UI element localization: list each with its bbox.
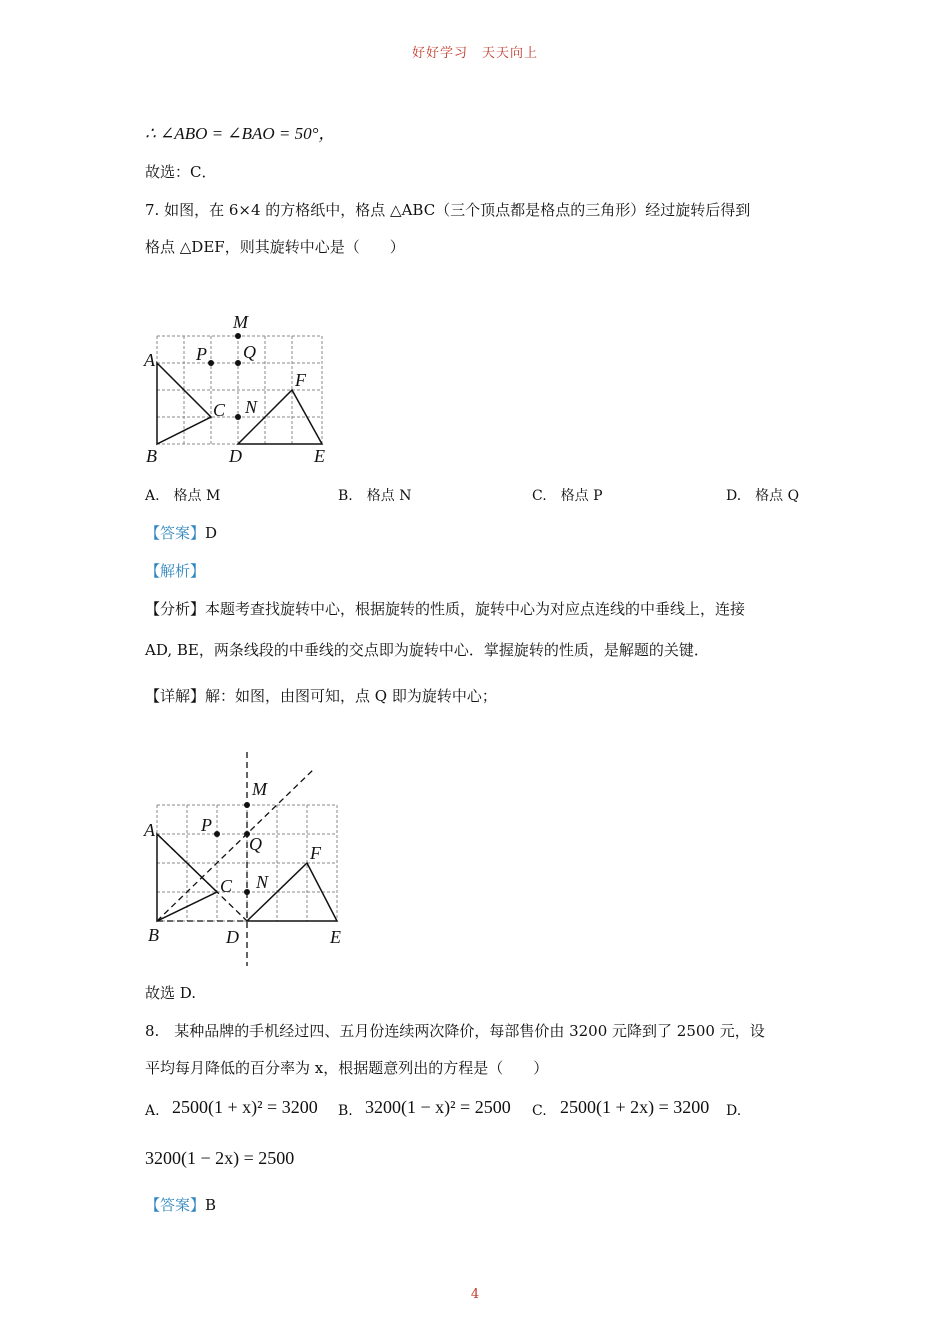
q8-option-b: 3200(1 − x)² = 2500 (365, 1097, 511, 1117)
label-c: C (213, 400, 226, 420)
q8-option-d: 3200(1 − 2x) = 2500 (145, 1148, 295, 1168)
q8-option-a: 2500(1 + x)² = 3200 (172, 1097, 318, 1117)
label-q: Q (249, 834, 262, 854)
label-d: D (229, 446, 242, 466)
q7-solution-figure (140, 750, 350, 970)
q7-option-c: C. 格点 P (532, 488, 603, 504)
q8-option-c-label: C. (532, 1103, 547, 1119)
q6-choice: 故选：C． (145, 163, 217, 181)
answer-tag: 【答案】 (145, 524, 206, 542)
label-n: N (245, 397, 258, 417)
page-header: 好好学习 天天向上 (411, 46, 538, 61)
label-q: Q (243, 342, 256, 362)
q8-option-d-label: D. (726, 1103, 742, 1119)
q8-answer-row (145, 1195, 216, 1215)
q7-option-b: B. 格点 N (338, 488, 412, 504)
label-m: M (233, 312, 248, 332)
label-e: E (314, 446, 325, 466)
label-p: P (201, 815, 212, 835)
q7-option-d: D. 格点 Q (726, 488, 800, 504)
q6-conclusion-equation: ∴ ∠ABO = ∠BAO = 50°， (145, 124, 336, 143)
label-p: P (196, 344, 207, 364)
q7-answer: D (205, 524, 218, 542)
answer-tag: 【答案】 (145, 1196, 206, 1214)
point-n (244, 889, 250, 895)
q7-detail: 【详解】解：如图，由图可知，点 Q 即为旋转中心； (145, 687, 497, 705)
point-p (208, 360, 214, 366)
label-b: B (146, 446, 157, 466)
q7-conclusion: 故选 D. (145, 984, 197, 1002)
label-c: C (220, 876, 233, 896)
page-number: 4 (470, 1287, 480, 1302)
q7-analysis-tag: 【解析】 (145, 562, 206, 580)
q7-analysis-line2: AD, BE，两条线段的中垂线的交点即为旋转中心．掌握旋转的性质，是解题的关键． (145, 641, 709, 659)
q8-option-b-label: B. (338, 1103, 353, 1119)
point-m (235, 333, 241, 339)
q7-stem-line2: 格点 △DEF，则其旋转中心是（ ） (145, 238, 405, 256)
q8-stem-line1: 8. 某种品牌的手机经过四、五月份连续两次降价，每部售价由 3200 元降到了 2500 元，设 (145, 1022, 765, 1040)
label-n: N (256, 872, 269, 892)
q8-option-a-label: A. (145, 1103, 160, 1119)
label-f: F (295, 370, 306, 390)
q8-option-c: 2500(1 + 2x) = 3200 (560, 1097, 710, 1117)
q8-answer: B (205, 1196, 217, 1214)
point-m (244, 802, 250, 808)
point-n (235, 414, 241, 420)
q7-answer-row (145, 523, 217, 543)
label-a: A (144, 350, 155, 370)
q7-option-a: A. 格点 M (145, 488, 221, 504)
label-b: B (148, 925, 159, 945)
point-q (235, 360, 241, 366)
label-d: D (226, 927, 239, 947)
label-e: E (330, 927, 341, 947)
label-f: F (310, 843, 321, 863)
q7-analysis-line1: 【分析】本题考查找旋转中心，根据旋转的性质，旋转中心为对应点连线的中垂线上，连接 (145, 600, 746, 618)
label-m: M (252, 779, 267, 799)
q7-grid-figure (140, 300, 340, 470)
label-a: A (144, 820, 155, 840)
point-p (214, 831, 220, 837)
grid-lines (157, 336, 322, 444)
q8-stem-line2: 平均每月降低的百分率为 x，根据题意列出的方程是（ ） (145, 1059, 549, 1077)
q7-stem-line1: 7. 如图，在 6×4 的方格纸中，格点 △ABC（三个顶点都是格点的三角形）经过旋转后得到 (145, 201, 751, 219)
